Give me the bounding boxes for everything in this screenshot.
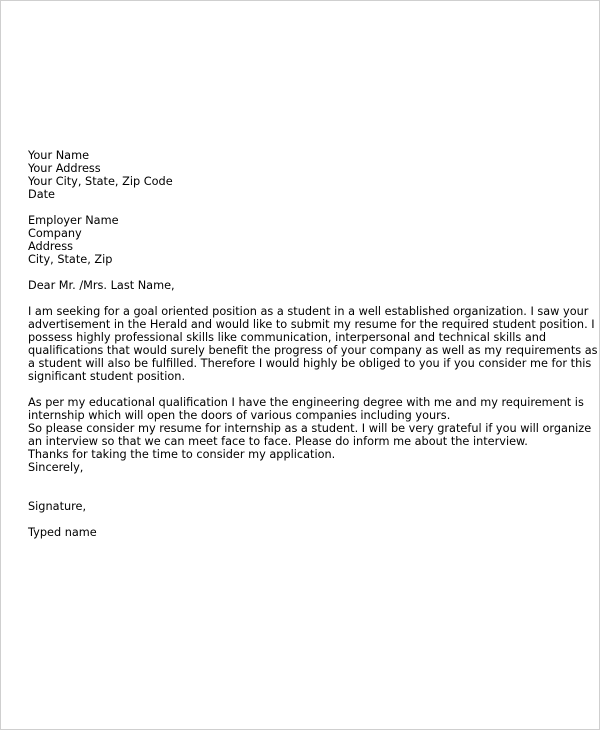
closing: Sincerely,	[28, 461, 84, 474]
recipient-address: Address	[28, 240, 73, 253]
spacer	[28, 474, 588, 487]
spacer	[28, 292, 588, 305]
paragraph-line: a student will also be fulfilled. Therefore I would highly be obliged to you if you consider me for this	[28, 357, 592, 370]
body-paragraph-2	[28, 396, 592, 474]
salutation: Dear Mr. /Mrs. Last Name,	[28, 279, 175, 292]
recipient-city-state-zip: City, State, Zip	[28, 253, 113, 266]
sender-address: Your Address	[28, 162, 101, 175]
paragraph-line: significant student position.	[28, 370, 186, 383]
paragraph-line: qualifications that would surely benefit the progress of your company as well as my requirements as	[28, 344, 598, 357]
spacer	[28, 266, 588, 279]
recipient-name: Employer Name	[28, 214, 119, 227]
spacer	[28, 487, 588, 500]
paragraph-line: As per my educational qualification I have the engineering degree with me and my requirement is	[28, 396, 584, 409]
letter-body	[28, 149, 598, 539]
typed-name: Typed name	[28, 526, 97, 539]
body-paragraph-1	[28, 305, 598, 383]
paragraph-line: I am seeking for a goal oriented position as a student in a well established organization. I saw your	[28, 305, 589, 318]
spacer	[28, 383, 588, 396]
recipient-company: Company	[28, 227, 82, 240]
paragraph-line: So please consider my resume for internship as a student. I will be very grateful if you will organize	[28, 422, 592, 435]
recipient-block	[28, 214, 588, 266]
signature-line: Signature,	[28, 500, 87, 513]
letter-date: Date	[28, 188, 56, 201]
sender-name: Your Name	[28, 149, 90, 162]
paragraph-line: an interview so that we can meet face to face. Please do inform me about the interview.	[28, 435, 528, 448]
spacer	[28, 513, 588, 526]
paragraph-line: possess highly professional skills like communication, interpersonal and technical skills and	[28, 331, 547, 344]
sender-block	[28, 149, 588, 201]
paragraph-line: internship which will open the doors of various companies including yours.	[28, 409, 451, 422]
paragraph-line: advertisement in the Herald and would like to submit my resume for the required student position. I	[28, 318, 595, 331]
sender-city-state-zip: Your City, State, Zip Code	[28, 175, 173, 188]
spacer	[28, 201, 588, 214]
paragraph-line: Thanks for taking the time to consider my application.	[28, 448, 336, 461]
